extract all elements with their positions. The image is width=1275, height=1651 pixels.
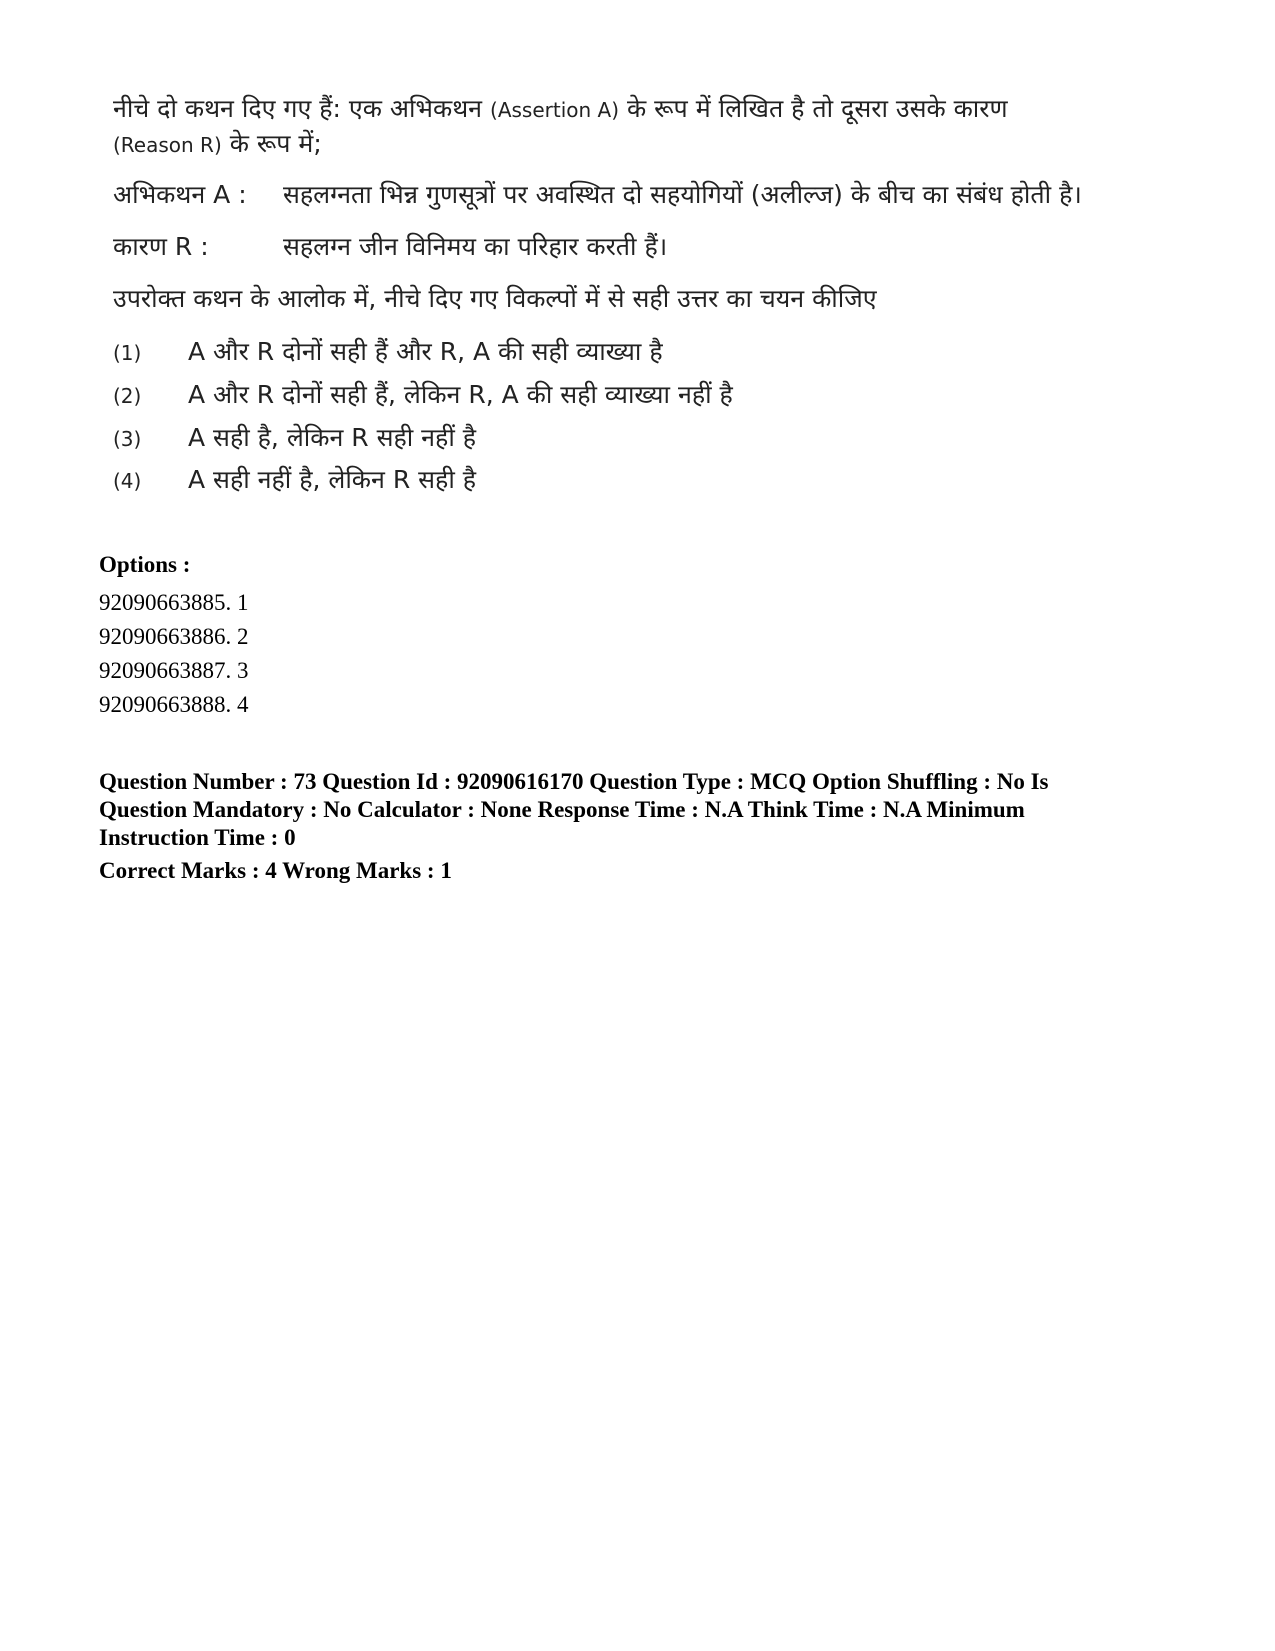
choice-text: A सही नहीं है, लेकिन R सही है	[188, 465, 477, 494]
metadata-line: Instruction Time : 0	[99, 825, 296, 850]
options-title: Options :	[99, 552, 191, 577]
reason-latin-label: (Reason R)	[113, 133, 222, 157]
intro-text-2: के रूप में लिखित है तो दूसरा उसके कारण	[626, 94, 1008, 123]
metadata-line: Question Number : 73 Question Id : 92090616170 Question Type : MCQ Option Shuffling : No Is	[99, 769, 1049, 794]
choice-2	[113, 378, 733, 413]
choice-number: (1)	[113, 341, 142, 365]
option-item: 92090663887. 3	[99, 658, 249, 683]
assertion-latin-label: (Assertion A)	[490, 98, 620, 122]
reason-statement	[113, 230, 667, 264]
question-intro	[113, 92, 1123, 162]
question-image-block	[113, 92, 1123, 494]
marks-info: Correct Marks : 4 Wrong Marks : 1	[99, 858, 452, 883]
intro-text-3: के रूप में;	[229, 129, 322, 158]
option-item: 92090663886. 2	[99, 624, 249, 649]
option-item: 92090663888. 4	[99, 692, 249, 717]
options-list	[99, 586, 249, 722]
choice-3	[113, 421, 476, 456]
choice-number: (4)	[113, 469, 142, 493]
choice-number: (2)	[113, 384, 142, 408]
choice-text: A सही है, लेकिन R सही नहीं है	[188, 423, 477, 452]
question-instruction: उपरोक्त कथन के आलोक में, नीचे दिए गए विकल्पों में से सही उत्तर का चयन कीजिए	[113, 284, 877, 313]
option-item: 92090663885. 1	[99, 590, 249, 615]
assertion-statement	[113, 178, 1082, 212]
choice-number: (3)	[113, 427, 142, 451]
intro-text-1: नीचे दो कथन दिए गए हैं: एक अभिकथन	[113, 94, 483, 123]
question-metadata	[99, 768, 1139, 852]
choice-text: A और R दोनों सही हैं, लेकिन R, A की सही व्याख्या नहीं है	[188, 380, 733, 409]
choice-4	[113, 463, 476, 498]
reason-text: सहलग्न जीन विनिमय का परिहार करती हैं।	[283, 232, 668, 261]
reason-label: कारण R :	[113, 232, 209, 261]
assertion-label: अभिकथन A :	[113, 180, 247, 209]
choice-text: A और R दोनों सही हैं और R, A की सही व्याख्या है	[188, 337, 663, 366]
choice-1	[113, 335, 663, 370]
metadata-line: Question Mandatory : No Calculator : None Response Time : N.A Think Time : N.A Minimum	[99, 797, 1025, 822]
assertion-text: सहलग्नता भिन्न गुणसूत्रों पर अवस्थित दो सहयोगियों (अलील्ज) के बीच का संबंध होती है।	[283, 180, 1082, 209]
